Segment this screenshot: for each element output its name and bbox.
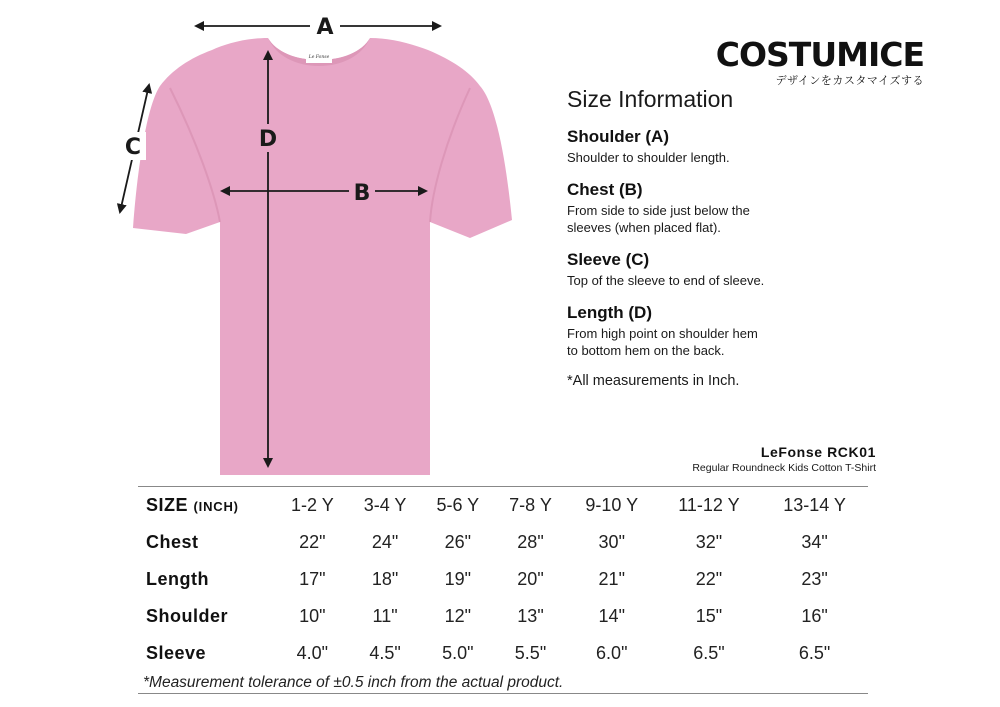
size-info-title: Size Information — [567, 86, 734, 112]
brand-logo — [715, 35, 924, 88]
table-cell: 34" — [801, 532, 828, 552]
table-row-sleeve — [138, 635, 868, 672]
info-description: From side to side just below the — [567, 203, 750, 218]
table-cell: 32" — [695, 532, 723, 552]
table-cell: 16" — [801, 606, 828, 626]
table-cell: 4.0" — [296, 643, 329, 663]
size-column-header: 11-12 Y — [657, 487, 762, 525]
table-cell: 6.5" — [693, 643, 725, 663]
info-item-sleeve — [567, 250, 827, 289]
table-cell: 19" — [444, 569, 471, 589]
table-cell: 26" — [444, 532, 471, 552]
info-heading: Length (D) — [567, 303, 652, 322]
table-cell: 14" — [598, 606, 625, 626]
table-cell: 18" — [371, 569, 399, 589]
info-heading: Shoulder (A) — [567, 127, 669, 146]
table-cell: 13" — [517, 606, 544, 626]
info-description: to bottom hem on the back. — [567, 343, 725, 358]
shoulder-label: A — [316, 15, 334, 40]
table-cell: 17" — [299, 569, 326, 589]
measurement-unit-note: *All measurements in Inch. — [567, 373, 740, 389]
size-column-header: 1-2 Y — [276, 487, 349, 525]
size-chart-table — [138, 486, 868, 672]
table-header-row — [138, 487, 868, 525]
size-column-header: 13-14 Y — [761, 487, 868, 525]
tshirt-diagram — [0, 0, 560, 490]
table-row-chest — [138, 524, 868, 561]
table-cell: 6.0" — [596, 643, 628, 663]
table-cell: 20" — [517, 569, 544, 589]
table-cell: 30" — [598, 532, 625, 552]
info-description: Shoulder to shoulder length. — [567, 150, 730, 165]
shirt-neck-tag-text: Le Fonse — [308, 55, 330, 60]
info-description: Top of the sleeve to end of sleeve. — [567, 273, 765, 288]
info-description: From high point on shoulder hem — [567, 326, 758, 341]
info-item-length — [567, 303, 827, 359]
table-cell: 24" — [371, 532, 399, 552]
info-item-shoulder — [567, 127, 827, 166]
info-heading: Sleeve (C) — [567, 250, 650, 269]
info-heading: Chest (B) — [567, 180, 643, 199]
table-bottom-divider — [138, 693, 868, 694]
sleeve-label: C — [124, 135, 142, 160]
row-label: Length — [146, 569, 209, 589]
product-description: Regular Roundneck Kids Cotton T-Shirt — [692, 462, 876, 474]
table-cell: 5.5" — [514, 643, 547, 663]
table-cell: 11" — [372, 606, 398, 626]
table-cell: 28" — [517, 532, 544, 552]
info-item-chest — [567, 180, 827, 236]
tolerance-note: *Measurement tolerance of ±0.5 inch from the actual product. — [143, 674, 564, 691]
size-column-header: 3-4 Y — [349, 487, 422, 525]
brand-tagline: デザインをカスタマイズする — [775, 74, 924, 87]
row-label: Chest — [146, 532, 199, 552]
table-cell: 4.5" — [369, 643, 401, 663]
size-column-header: 7-8 Y — [494, 487, 567, 525]
table-cell: 23" — [801, 569, 828, 589]
table-row-length — [138, 561, 868, 598]
size-column-header: 9-10 Y — [567, 487, 657, 525]
table-cell: 15" — [695, 606, 723, 626]
size-column-header: 5-6 Y — [421, 487, 494, 525]
chest-label: B — [353, 181, 371, 206]
table-cell: 22" — [299, 532, 326, 552]
size-header-cell — [138, 487, 276, 525]
table-cell: 22" — [695, 569, 723, 589]
table-cell: 10" — [299, 606, 326, 626]
product-caption — [692, 443, 876, 475]
table-cell: 6.5" — [798, 643, 831, 663]
brand-name: COSTUMICE — [715, 35, 924, 74]
row-label: Shoulder — [146, 606, 229, 626]
table-cell: 21" — [598, 569, 625, 589]
size-information-panel — [567, 86, 827, 389]
tshirt-body — [133, 38, 512, 475]
table-cell: 5.0" — [442, 643, 474, 663]
info-description: sleeves (when placed flat). — [567, 220, 721, 235]
row-label: Sleeve — [146, 643, 207, 663]
table-cell: 12" — [444, 606, 471, 626]
size-header-unit: (INCH) — [193, 499, 239, 514]
length-label: D — [258, 127, 278, 152]
product-name: LeFonse RCK01 — [760, 444, 876, 460]
size-header-label: SIZE — [146, 495, 189, 515]
table-row-shoulder — [138, 598, 868, 635]
